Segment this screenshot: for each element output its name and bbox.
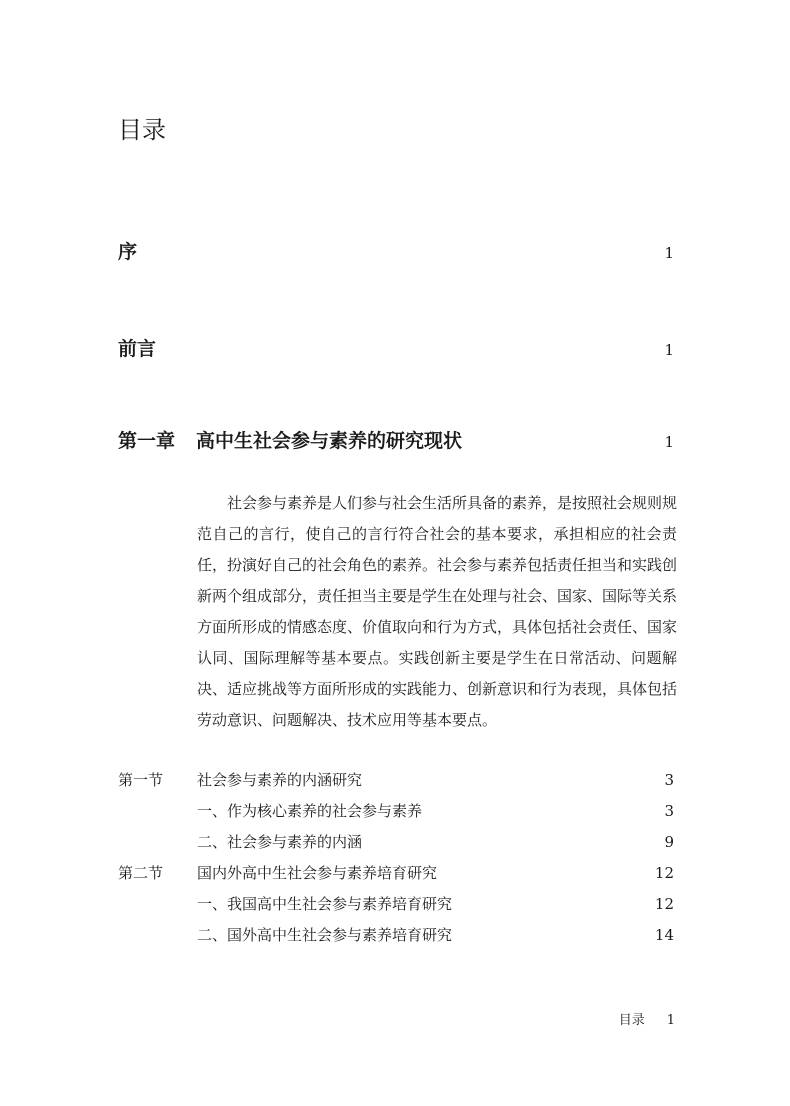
toc-entry-chapter-1[interactable]	[118, 427, 674, 456]
page-title: 目录	[118, 116, 166, 144]
section-label: 第一节	[118, 771, 164, 789]
toc-page-number: 1	[664, 341, 674, 359]
subsection-title: 二、社会参与素养的内涵	[197, 833, 363, 851]
subsection-title: 一、作为核心素养的社会参与素养	[197, 802, 423, 820]
chapter-number: 第一章	[118, 430, 176, 452]
section-title: 社会参与素养的内涵研究	[197, 771, 363, 789]
page-footer	[619, 1011, 675, 1031]
toc-entry-title: 序	[118, 241, 138, 263]
chapter-title: 高中生社会参与素养的研究现状	[196, 430, 463, 452]
toc-entry-preface[interactable]	[118, 238, 674, 267]
toc-section-row[interactable]	[118, 858, 674, 889]
toc-subsection-row[interactable]	[118, 889, 674, 920]
toc-page-number: 9	[664, 833, 674, 851]
chapter-heading	[118, 427, 462, 455]
toc-page-number: 1	[664, 244, 674, 262]
footer-label: 目录	[618, 1013, 645, 1028]
toc-subsection-row[interactable]	[118, 920, 674, 951]
toc-subsection-row[interactable]	[118, 827, 674, 858]
toc-page-number: 1	[664, 433, 674, 451]
toc-entry-title: 前言	[118, 338, 157, 360]
toc-page-number: 14	[654, 926, 674, 944]
section-title: 国内外高中生社会参与素养培育研究	[197, 864, 438, 882]
section-label: 第二节	[118, 864, 164, 882]
toc-page-number: 3	[664, 802, 674, 820]
toc-page-number: 3	[664, 771, 674, 789]
toc-entry-foreword[interactable]	[118, 335, 674, 364]
toc-subsection-row[interactable]	[118, 796, 674, 827]
subsection-title: 一、我国高中生社会参与素养培育研究	[197, 895, 453, 913]
chapter-summary: 社会参与素养是人们参与社会生活所具备的素养，是按照社会规则规范自己的言行，使自己的言行符合社会的基本要求，承担相应的社会责任，扮演好自己的社会角色的素养。社会参与素养包括责任担当和实践创新两个组成部分，责任担当主要是学生在处理与社会、国家、国际等关系方面所形成的情感态度、价值取向和行为方式，具体包括社会责任、国家认同、国际理解等基本要点。实践创新主要是学生在日常活动、问题解决、适应挑战等方面所形成的实践能力、创新意识和行为表现，具体包括劳动意识、问题解决、技术应用等基本要点。	[197, 494, 678, 729]
toc-page-number: 12	[654, 895, 674, 913]
toc-section-row[interactable]	[118, 765, 674, 796]
footer-page-number: 1	[666, 1013, 675, 1028]
toc-page-number: 12	[654, 864, 674, 882]
subsection-title: 二、国外高中生社会参与素养培育研究	[197, 926, 453, 944]
